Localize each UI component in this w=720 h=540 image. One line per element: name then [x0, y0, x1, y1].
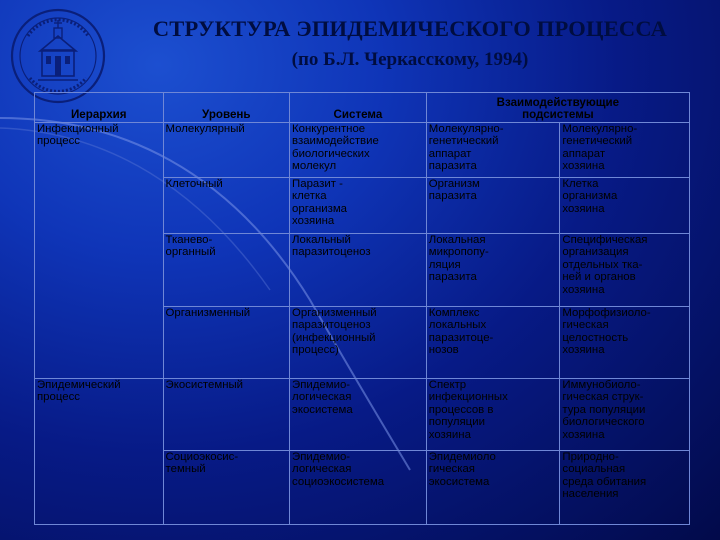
table-row-molecular	[35, 123, 690, 178]
table-row-ecosystem	[35, 379, 690, 451]
structure-table-container	[34, 92, 690, 524]
column-header-hierarchy: Иерархия	[35, 93, 164, 123]
subsystem-parasite-cell: Молекулярно- генетический аппарат паразита	[426, 123, 560, 178]
subsystem-parasite-cell: Комплекс локальных паразитоце- нозов	[426, 307, 560, 379]
system-cell: Организменный паразитоценоз (инфекционный процесс)	[290, 307, 427, 379]
system-cell: Эпидемио- логическая социоэкосистема	[290, 451, 427, 525]
column-header-level: Уровень	[163, 93, 290, 123]
subsystem-host-cell: Морфофизиоло- гическая целостность хозяина	[560, 307, 690, 379]
hierarchy-epidemic-cell: Эпидемический процесс	[35, 379, 164, 525]
level-cell: Организменный	[163, 307, 290, 379]
subsystem-parasite-cell: Эпидемиоло гическая экосистема	[426, 451, 560, 525]
level-cell: Тканево- органный	[163, 234, 290, 307]
page-title: СТРУКТУРА ЭПИДЕМИЧЕСКОГО ПРОЦЕССА	[152, 16, 668, 41]
subsystem-parasite-cell: Локальная микропопу- ляция паразита	[426, 234, 560, 307]
level-cell: Социоэкосис- темный	[163, 451, 290, 525]
structure-table	[34, 92, 690, 525]
subsystem-host-cell: Иммунобиоло- гическая струк- тура популяции биологического хозяина	[560, 379, 690, 451]
subsystem-host-cell: Клетка организма хозяина	[560, 178, 690, 234]
subsystem-host-cell: Специфическая организация отдельных тка- ней и органов хозяина	[560, 234, 690, 307]
subsystem-host-cell: Молекулярно- генетический аппарат хозяина	[560, 123, 690, 178]
column-header-system: Система	[290, 93, 427, 123]
subsystem-parasite-cell: Организм паразита	[426, 178, 560, 234]
system-cell: Эпидемио- логическая экосистема	[290, 379, 427, 451]
table-header-row	[35, 93, 690, 123]
system-cell: Локальный паразитоценоз	[290, 234, 427, 307]
page-subtitle: (по Б.Л. Черкасскому, 1994)	[291, 49, 529, 70]
column-header-subsystems: Взаимодействующие подсистемы	[426, 93, 689, 123]
subsystem-parasite-cell: Спектр инфекционных процессов в популяции хозяина	[426, 379, 560, 451]
level-cell: Экосистемный	[163, 379, 290, 451]
subsystem-host-cell: Природно- социальная среда обитания населения	[560, 451, 690, 525]
level-cell: Клеточный	[163, 178, 290, 234]
system-cell: Паразит - клетка организма хозяина	[290, 178, 427, 234]
hierarchy-infectious-cell: Инфекционный процесс	[35, 123, 164, 379]
system-cell: Конкурентное взаимодействие биологических молекул	[290, 123, 427, 178]
university-seal-icon	[8, 6, 108, 106]
level-cell: Молекулярный	[163, 123, 290, 178]
